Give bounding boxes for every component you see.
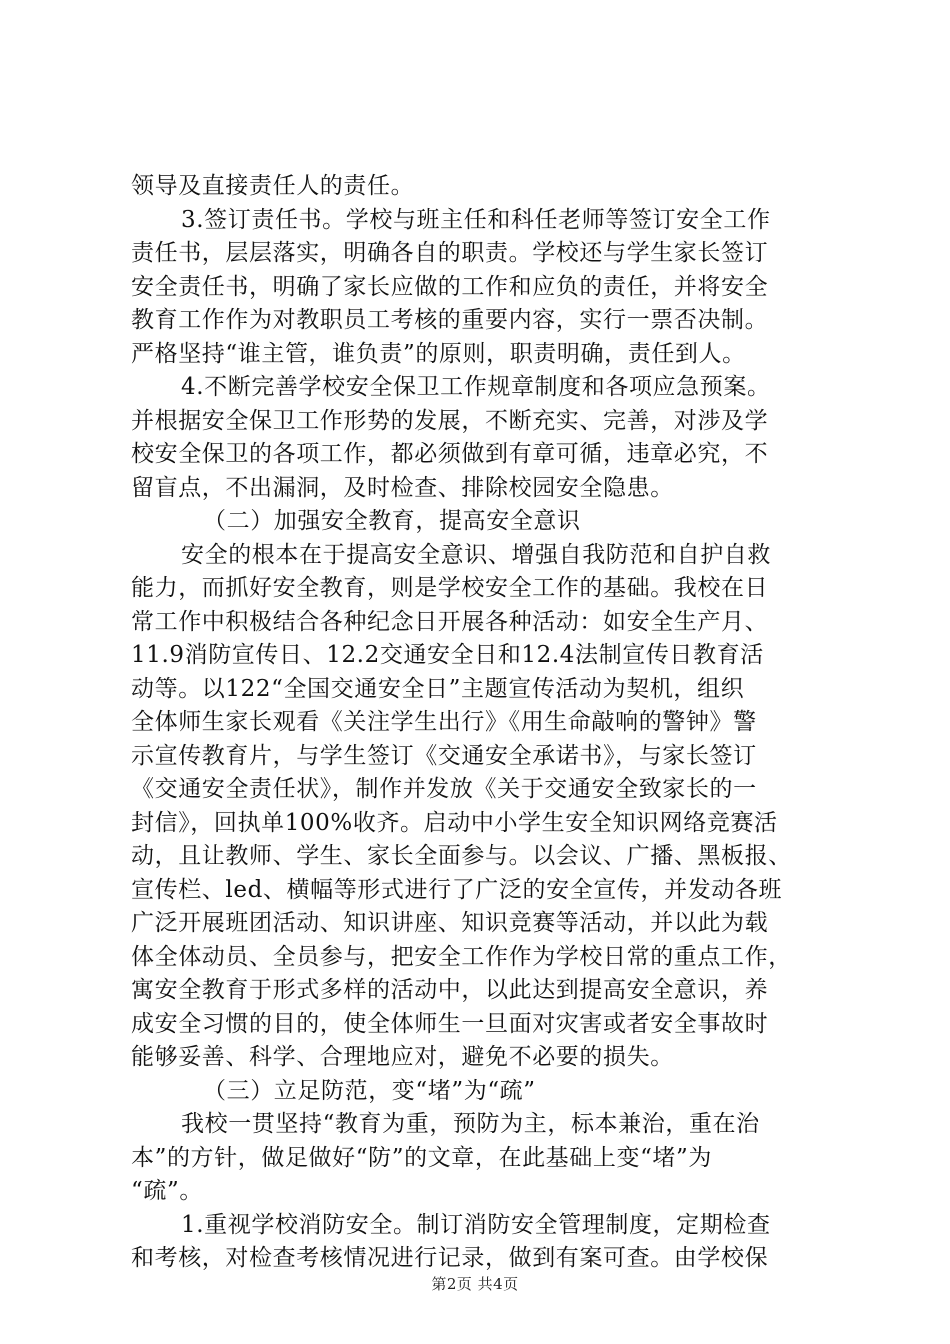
text-line: 3.签订责任书。学校与班主任和科任老师等签订安全工作 bbox=[181, 206, 771, 233]
text-line: 安全责任书，明确了家长应做的工作和应负的责任，并将安全 bbox=[131, 273, 769, 300]
text-line: 全体师生家长观看《关注学生出行》《用生命敲响的警钟》警 bbox=[131, 709, 757, 735]
document-body bbox=[131, 170, 831, 1276]
text-line: 我校一贯坚持“教育为重，预防为主，标本兼治，重在治 bbox=[181, 1111, 760, 1137]
text-line: 留盲点，不出漏洞，及时检查、排除校园安全隐患。 bbox=[131, 474, 674, 501]
text-line: 寓安全教育于形式多样的活动中，以此达到提高安全意识，养 bbox=[131, 977, 769, 1003]
text-line: 1.重视学校消防安全。制订消防安全管理制度，定期检查 bbox=[181, 1211, 771, 1238]
text-line: 能力，而抓好安全教育，则是学校安全工作的基础。我校在日 bbox=[131, 575, 769, 601]
text-line: 责任书，层层落实，明确各自的职责。学校还与学生家长签订 bbox=[131, 240, 769, 266]
text-line: 11.9消防宣传日、12.2交通安全日和12.4法制宣传日教育活 bbox=[131, 642, 764, 668]
text-line: 能够妥善、科学、合理地应对，避免不必要的损失。 bbox=[131, 1044, 674, 1070]
text-line: 领导及直接责任人的责任。 bbox=[131, 173, 415, 199]
page-footer: 第2页 共4页 bbox=[431, 1275, 519, 1293]
text-line: 动等。以122“全国交通安全日”主题宣传活动为契机，组织 bbox=[131, 675, 745, 702]
text-line: 成安全习惯的目的，使全体师生一旦面对灾害或者安全事故时 bbox=[131, 1010, 769, 1037]
text-line: 严格坚持“谁主管，谁负责”的原则，职责明确，责任到人。 bbox=[131, 340, 746, 367]
text-line: 并根据安全保卫工作形势的发展，不断充实、完善，对涉及学 bbox=[131, 407, 769, 434]
text-line: 《交通安全责任状》，制作并发放《关于交通安全致家长的一 bbox=[131, 776, 757, 802]
text-line: 封信》，回执单100%收齐。启动中小学生安全知识网络竞赛活 bbox=[131, 809, 778, 836]
text-line: 和考核，对检查考核情况进行记录，做到有案可查。由学校保 bbox=[131, 1245, 769, 1271]
text-line: 本”的方针，做足做好“防”的文章，在此基础上变“堵”为 bbox=[131, 1144, 712, 1171]
text-line: 动，且让教师、学生、家长全面参与。以会议、广播、黑板报、 bbox=[131, 843, 792, 869]
text-line: 校安全保卫的各项工作，都必须做到有章可循，违章必究，不 bbox=[131, 441, 769, 467]
text-line: 常工作中积极结合各种纪念日开展各种活动：如安全生产月、 bbox=[131, 608, 769, 635]
text-line: 4.不断完善学校安全保卫工作规章制度和各项应急预案。 bbox=[181, 374, 771, 400]
text-line: 宣传栏、led、横幅等形式进行了广泛的安全宣传，并发动各班 bbox=[131, 876, 783, 903]
text-line: 体全体动员、全员参与，把安全工作作为学校日常的重点工作， bbox=[131, 943, 792, 970]
text-line: 安全的根本在于提高安全意识、增强自我防范和自护自救 bbox=[181, 541, 771, 568]
text-line: 教育工作作为对教职员工考核的重要内容，实行一票否决制。 bbox=[131, 307, 769, 333]
text-line: （三）立足防范，变“堵”为“疏” bbox=[203, 1077, 536, 1104]
text-line: 广泛开展班团活动、知识讲座、知识竞赛等活动，并以此为载 bbox=[131, 910, 769, 936]
text-line: 示宣传教育片，与学生签订《交通安全承诺书》，与家长签订 bbox=[131, 742, 757, 769]
text-line: （二）加强安全教育，提高安全意识 bbox=[203, 508, 581, 534]
text-line: “疏”。 bbox=[131, 1178, 203, 1204]
